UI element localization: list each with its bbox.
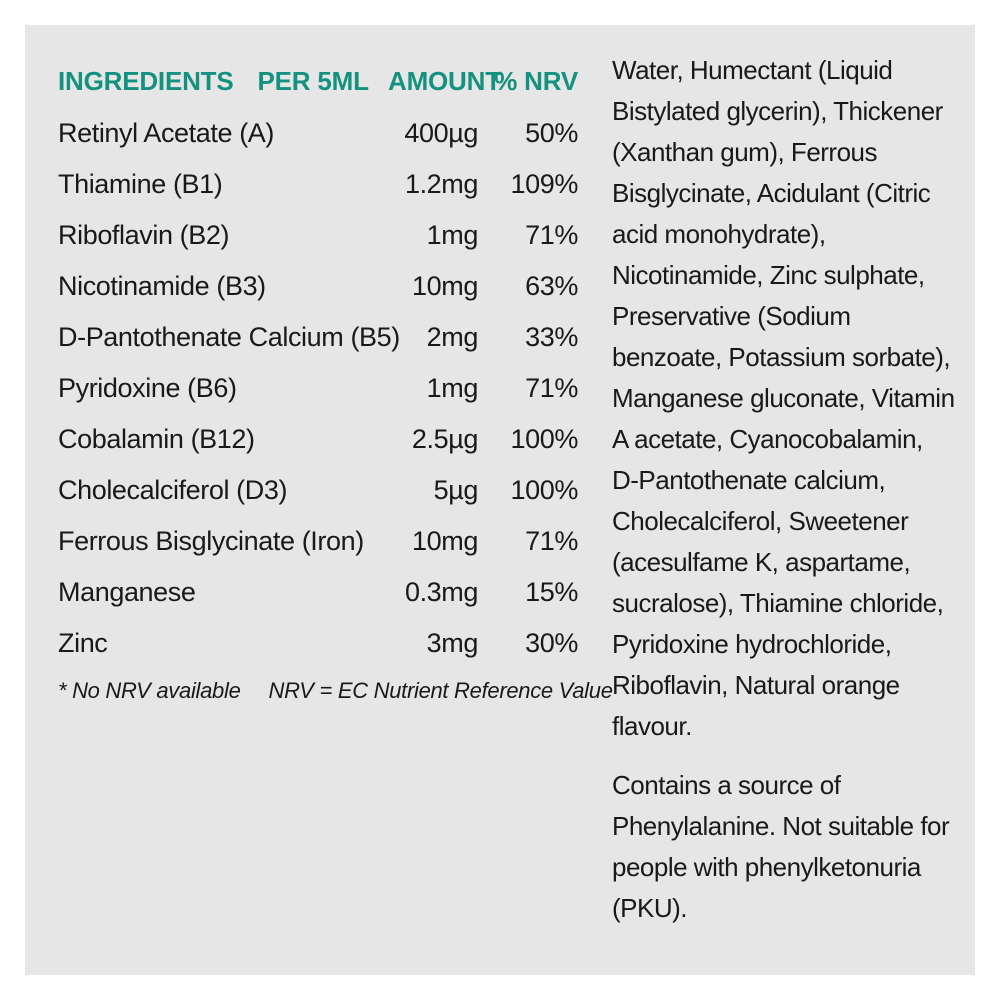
ingredients-declaration-column <box>612 50 962 929</box>
table-row <box>58 363 603 414</box>
ingredient-amount: 10mg <box>412 526 478 556</box>
ingredient-amount: 2.5µg <box>411 424 478 454</box>
table-row <box>58 108 603 159</box>
ingredient-nrv: 100% <box>510 424 578 454</box>
table-header-nrv: % NRV <box>494 66 578 96</box>
table-header-amount: AMOUNT <box>388 66 501 96</box>
nrv-definition: NRV = EC Nutrient Reference Value <box>268 678 613 703</box>
table-row <box>58 618 603 669</box>
ingredient-name: Retinyl Acetate (A) <box>58 118 274 148</box>
ingredient-name: Nicotinamide (B3) <box>58 271 266 301</box>
table-row <box>58 159 603 210</box>
table-row <box>58 567 603 618</box>
ingredient-nrv: 71% <box>525 373 578 403</box>
phenylalanine-warning: Contains a source of Phenylalanine. Not suitable for people with phenylketonuria (PKU). <box>612 770 950 923</box>
ingredient-name: Cobalamin (B12) <box>58 424 255 454</box>
ingredient-nrv: 33% <box>525 322 578 352</box>
table-row <box>58 414 603 465</box>
table-row <box>58 516 603 567</box>
table-row <box>58 261 603 312</box>
ingredient-amount: 5µg <box>433 475 478 505</box>
nrv-footnote <box>58 678 613 704</box>
ingredient-nrv: 71% <box>525 220 578 250</box>
ingredient-amount: 1mg <box>426 373 478 403</box>
ingredients-list-paragraph: Water, Humectant (Liquid Bistylated glycerin), Thickener (Xanthan gum), Ferrous Bisglycinate, Acidulant (Citric acid monohydrate), Nicotinamide, Zinc sulphate, Preservative (Sodium benzoate, Potassium sorbate), Manganese gluconate, Vitamin A acetate, Cyanocobalamin, D-Pantothenate calcium, Cholecalciferol, Sweetener (acesulfame K, aspartame, sucralose), Thiamine chloride, Pyridoxine hydrochloride, Riboflavin, Natural orange flavour. <box>612 55 955 741</box>
ingredient-amount: 1mg <box>426 220 478 250</box>
ingredient-name: Ferrous Bisglycinate (Iron) <box>58 526 364 556</box>
table-row <box>58 210 603 261</box>
ingredient-name: D-Pantothenate Calcium (B5) <box>58 322 400 352</box>
ingredient-amount: 1.2mg <box>404 169 478 199</box>
table-row <box>58 465 603 516</box>
ingredient-nrv: 63% <box>525 271 578 301</box>
ingredients-table <box>58 55 613 704</box>
ingredient-name: Cholecalciferol (D3) <box>58 475 288 505</box>
ingredient-name: Riboflavin (B2) <box>58 220 230 250</box>
ingredient-nrv: 30% <box>525 628 578 658</box>
table-row <box>58 312 603 363</box>
ingredient-amount: 2mg <box>426 322 478 352</box>
header-ingredients-label: INGREDIENTS <box>58 66 234 96</box>
header-per-5ml-label: PER 5ML <box>257 66 369 96</box>
ingredient-name: Pyridoxine (B6) <box>58 373 237 403</box>
ingredient-nrv: 50% <box>525 118 578 148</box>
ingredient-amount: 0.3mg <box>404 577 478 607</box>
ingredient-name: Thiamine (B1) <box>58 169 223 199</box>
ingredient-amount: 3mg <box>426 628 478 658</box>
ingredient-nrv: 109% <box>510 169 578 199</box>
ingredient-nrv: 100% <box>510 475 578 505</box>
nutrition-info-panel <box>25 25 975 975</box>
ingredient-nrv: 71% <box>525 526 578 556</box>
ingredient-amount: 400µg <box>404 118 478 148</box>
no-nrv-note: * No NRV available <box>58 678 241 703</box>
ingredient-name: Zinc <box>58 628 108 658</box>
ingredient-name: Manganese <box>58 577 196 607</box>
table-header-row <box>58 55 603 108</box>
ingredient-amount: 10mg <box>412 271 478 301</box>
table-header-ingredients-per-5ml <box>58 66 388 97</box>
ingredient-nrv: 15% <box>525 577 578 607</box>
